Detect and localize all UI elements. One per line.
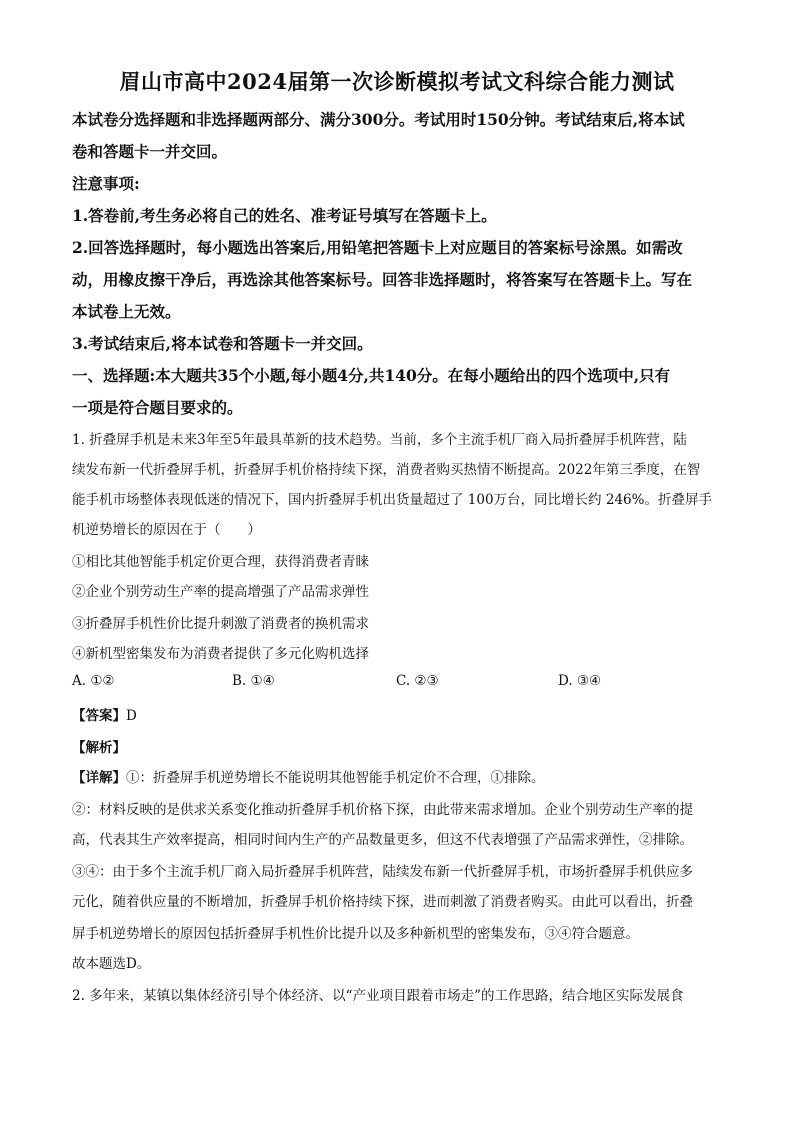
question-stem: 续发布新一代折叠屏手机，折叠屏手机价格持续下探，消费者购买热情不断提高。2022年第三季度，在智 xyxy=(72,462,701,478)
detail-line: ③④：由于多个主流手机厂商入局折叠屏手机阵营，陆续发布新一代折叠屏手机，市场折叠屏手机供应多 xyxy=(72,864,693,880)
question-item: ④新机型密集发布为消费者提供了多元化购机选择 xyxy=(72,646,369,662)
detail-line: 屏手机逆势增长的原因包括折叠屏手机性价比提升以及多种新机型的密集发布，③④符合题意。 xyxy=(72,926,639,942)
notice-heading: 注意事项: xyxy=(72,174,140,193)
question-stem: 能手机市场整体表现低迷的情况下，国内折叠屏手机出货量超过了 100万台，同比增长约 246%。折叠屏手 xyxy=(72,492,712,508)
analysis-tag-text: 【解析】 xyxy=(72,740,126,756)
option-b: B. ①④ xyxy=(232,673,275,689)
notice-line: 1.答卷前,考生务必将自己的姓名、准考证号填写在答题卡上。 xyxy=(72,206,497,225)
intro-line: 卷和答题卡一并交回。 xyxy=(72,142,228,161)
notice-line: 本试卷上无效。 xyxy=(72,302,181,321)
detail-line: 元化，随着供应量的不断增加，折叠屏手机价格持续下探，进而刺激了消费者购买。由此可以看出，折叠 xyxy=(72,894,693,910)
section-heading: 一、选择题:本大题共35个小题,每小题4分,共140分。在每小题给出的四个选项中,只有 xyxy=(72,366,671,385)
answer-tag: 【答案】 xyxy=(72,708,126,724)
option-c: C. ②③ xyxy=(396,673,439,689)
question-stem: 2. 多年来，某镇以集体经济引导个体经济、以“产业项目跟着市场走”的工作思路，结合地区实际发展食 xyxy=(72,988,684,1004)
detail-line xyxy=(72,766,732,786)
question-stem: 1. 折叠屏手机是未来3年至5年最具革新的技术趋势。当前，多个主流手机厂商入局折叠屏手机阵营，陆 xyxy=(72,432,687,448)
detail-line: 故本题选D。 xyxy=(72,956,151,972)
detail-tag: 【详解】 xyxy=(72,770,126,786)
question-item: ①相比其他智能手机定价更合理，获得消费者青睐 xyxy=(72,554,369,570)
answer-value: D xyxy=(126,708,137,724)
answer-line xyxy=(72,704,732,724)
option-a: A. ①② xyxy=(72,673,115,689)
question-item: ②企业个别劳动生产率的提高增强了产品需求弹性 xyxy=(72,584,369,600)
notice-line: 3.考试结束后,将本试卷和答题卡一并交回。 xyxy=(72,334,373,353)
detail-line: 高，代表其生产效率提高，相同时间内生产的产品数量更多，但这不代表增强了产品需求弹性，②排除。 xyxy=(72,832,693,848)
intro-line: 本试卷分选择题和非选择题两部分、满分300分。考试用时150分钟。考试结束后,将本试 xyxy=(72,110,685,129)
analysis-tag xyxy=(72,736,732,756)
option-d: D. ③④ xyxy=(558,673,602,689)
detail-line: ②：材料反映的是供求关系变化推动折叠屏手机价格下探，由此带来需求增加。企业个别劳动生产率的提 xyxy=(72,802,693,818)
section-heading: 一项是符合题目要求的。 xyxy=(72,398,243,417)
question-item: ③折叠屏手机性价比提升刺激了消费者的换机需求 xyxy=(72,616,369,632)
question-stem: 机逆势增长的原因在于（ ） xyxy=(72,522,261,538)
page-title: 眉山市高中2024届第一次诊断模拟考试文科综合能力测试 xyxy=(119,69,675,94)
detail-text: ①：折叠屏手机逆势增长不能说明其他智能手机定价不合理，①排除。 xyxy=(126,770,545,786)
notice-line: 动，用橡皮擦干净后，再选涂其他答案标号。回答非选择题时，将答案写在答题卡上。写在 xyxy=(72,270,693,289)
notice-line: 2.回答选择题时，每小题选出答案后,用铅笔把答题卡上对应题目的答案标号涂黑。如需改 xyxy=(72,238,683,257)
